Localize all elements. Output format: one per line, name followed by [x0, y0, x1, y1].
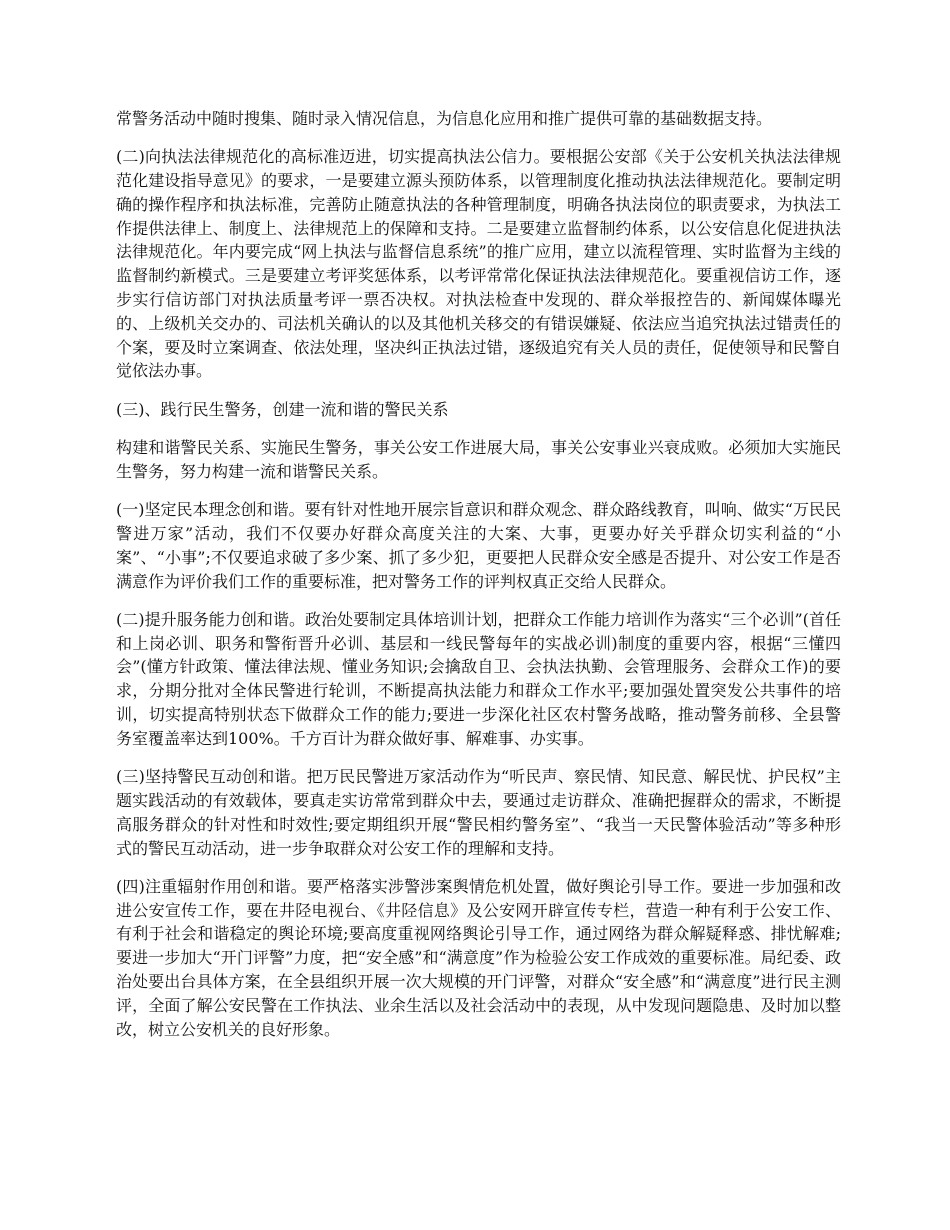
paragraph-law-enforcement-standardization: (二)向执法法律规范化的高标准迈进，切实提高执法公信力。要根据公安部《关于公安机关执法法律规范化建设指导意见》的要求，一是要建立源头预防体系，以管理制度化推动执法法律规范化。要制定明确的操作程序和执法标准，完善防止随意执法的各种管理制度，明确各执法岗位的职责要求，为执法工作提供法律上、制度上、法律规范上的保障和支持。二是要建立监督制约体系，以公安信息化促进执法法律规范化。年内要完成“网上执法与监督信息系统”的推广应用，建立以流程管理、实时监督为主线的监督制约新模式。三是要建立考评奖惩体系，以考评常常化保证执法法律规范化。要重视信访工作，逐步实行信访部门对执法质量考评一票否决权。对执法检查中发现的、群众举报控告的、新闻媒体曝光的、上级机关交办的、司法机关确认的以及其他机关移交的有错误嫌疑、依法应当追究执法过错责任的个案，要及时立案调查、依法处理，坚决纠正执法过错，逐级追究有关人员的责任，促使领导和民警自觉依法办事。 [116, 147, 841, 381]
paragraph-police-public-interaction: (三)坚持警民互动创和谐。把万民民警进万家活动作为“听民声、察民情、知民意、解民忧、护民权”主题实践活动的有效载体，要真走实访常常到群众中去，要通过走访群众、准确把握群众的需求，不断提高服务群众的针对性和时效性;要定期组织开展“警民相约警务室”、“我当一天民警体验活动”等多种形式的警民互动活动，进一步争取群众对公安工作的理解和支持。 [116, 767, 841, 858]
paragraph-service-capability: (二)提升服务能力创和谐。政治处要制定具体培训计划，把群众工作能力培训作为落实“三个必训”(首任和上岗必训、职务和警衔晋升必训、基层和一线民警每年的实战必训)制度的重要内容，根据“三懂四会”(懂方针政策、懂法律法规、懂业务知识;会擒敌自卫、会执法执勤、会管理服务、会群众工作)的要求，分期分批对全体民警进行轮训，不断提高执法能力和群众工作水平;要加强处置突发公共事件的培训，切实提高特别状态下做群众工作的能力;要进一步深化社区农村警务战略，推动警务前移、全县警务室覆盖率达到100%。千方百计为群众做好事、解难事、办实事。 [116, 609, 841, 748]
paragraph-radiation-effect: (四)注重辐射作用创和谐。要严格落实涉警涉案舆情危机处置，做好舆论引导工作。要进一步加强和改进公安宣传工作，要在井陉电视台、《井陉信息》及公安网开辟宣传专栏，营造一种有利于公安工作、有利于社会和谐稳定的舆论环境;要高度重视网络舆论引导工作，通过网络为群众解疑释惑、排忧解难;要进一步加大“开门评警”力度，把“安全感”和“满意度”作为检验公安工作成效的重要标准。局纪委、政治处要出台具体方案，在全县组织开展一次大规模的开门评警，对群众“安全感”和“满意度”进行民主测评，全面了解公安民警在工作执法、业余生活以及社会活动中的表现，从中发现问题隐患、及时加以整改，树立公安机关的良好形象。 [116, 876, 841, 1039]
document-body [116, 107, 841, 1056]
paragraph-data-support: 常警务活动中随时搜集、随时录入情况信息，为信息化应用和推广提供可靠的基础数据支持。 [116, 109, 773, 128]
paragraph-people-oriented-concept: (一)坚定民本理念创和谐。要有针对性地开展宗旨意识和群众观念、群众路线教育，叫响、做实“万民民警进万家”活动，我们不仅要办好群众高度关注的大案、大事，更要办好关乎群众切实利益的“小案”、“小事”;不仅要追求破了多少案、抓了多少犯，更要把人民群众安全感是否提升、对公安工作是否满意作为评价我们工作的重要标准，把对警务工作的评判权真正交给人民群众。 [116, 500, 841, 591]
paragraph-harmonious-relations-intro: 构建和谐警民关系、实施民生警务，事关公安工作进展大局，事关公安事业兴衰成败。必须加大实施民生警务，努力构建一流和谐警民关系。 [116, 438, 841, 481]
section-heading-livelihood-policing: (三)、践行民生警务，创建一流和谐的警民关系 [116, 399, 449, 419]
